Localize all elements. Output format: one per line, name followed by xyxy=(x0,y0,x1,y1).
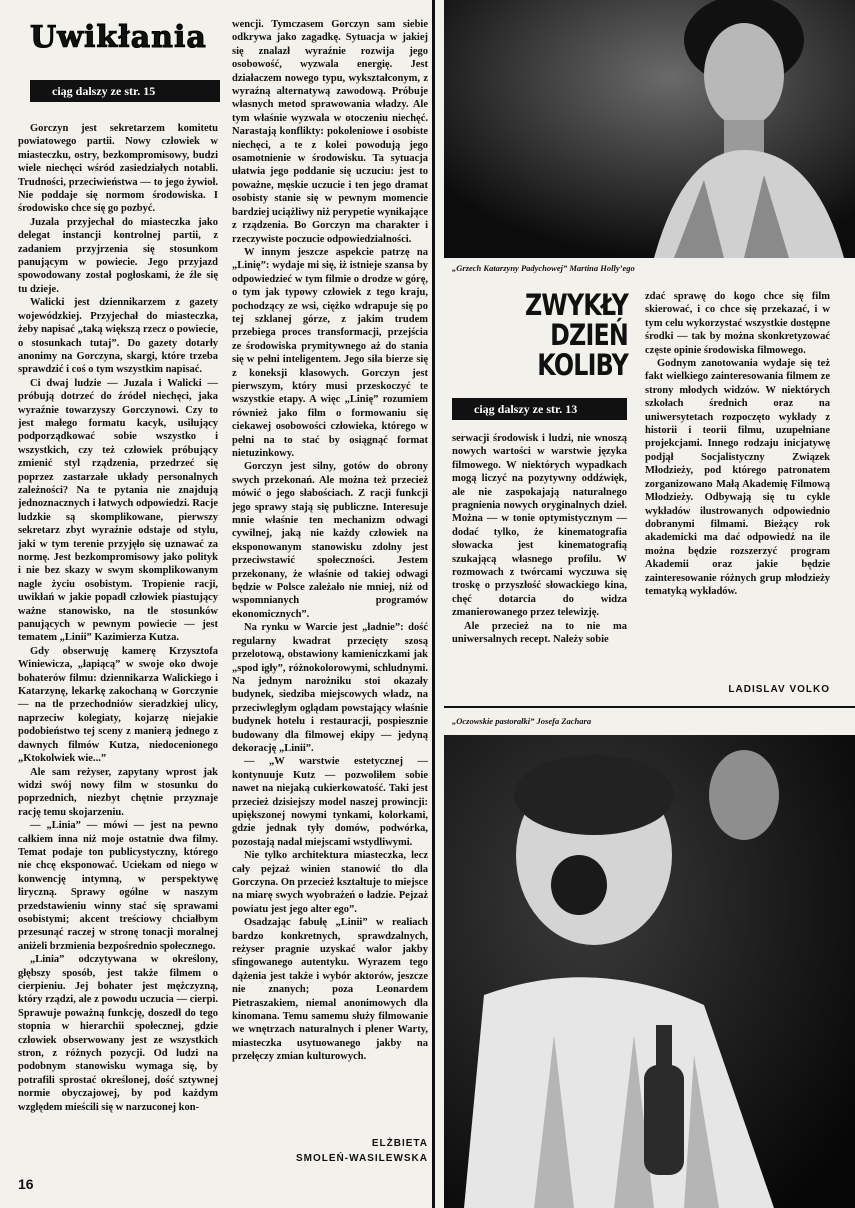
title-line: KOLIBY xyxy=(537,348,628,382)
right-author-byline: LADISLAV VOLKO xyxy=(728,684,830,695)
shouting-man-image xyxy=(444,735,855,1208)
paragraph: Godnym zanotowania wydaje się też fakt wielkiego zainteresowania filmem ze strony młodych widzów. W niektórych szkołach średnich oraz na uniwersytetach rozpoczęto wykłady z historii i teorii filmu, uzupełniane projekcjami. Innego rodzaju inicjatywę podjął Socjalistyczny Związek Młodzieży, pod którego patronatem zorganizowano Małą Akademię Filmową Młodzieży. Odbywają się tu cykle wykładów ilustrowanych odpowiednio dobranymi filmami. Bieżący rok akademicki ma dać odpowiedź na ile można będzie rozszerzyć program Akademii oraz jakie będzie zainteresowanie różnych grup młodzieży tematyką wykładów. xyxy=(645,358,830,597)
paragraph: Osadzając fabułę „Linii” w realiach bardzo konkretnych, sprawdzalnych, reżyser pragnie uzyskać walor jakby sfingowanego autentyku. Wyrazem tego dążenia jest także i wybór aktorów, jeszcze nie znanych; poza Leonardem Pietraszakiem, niemal anonimowych dla kinomana. Temu samemu służy filmowanie we wnętrzach naturalnych i plener Warty, miasteczka usytuowanego jakby na przełęczy zmian kulturowych. xyxy=(232,917,428,1063)
author-first-name: ELŻBIETA xyxy=(371,1138,428,1149)
woman-portrait-image xyxy=(444,0,855,258)
column-divider xyxy=(432,0,435,1208)
film-still-photo xyxy=(444,0,855,258)
paragraph: — „W warstwie estetycznej — kontynuuje Kutz — pozwoliłem sobie nawet na niejaką cukierkowatość. Taki jest przecież dzisiejszy model naszej prowincji: upiększonej nowymi tynkami, kolorkami, gdzie jednak tyły domów, podwórka, pozostają nadal miejscami wstydliwymi. xyxy=(232,756,428,848)
title-line: DZIEŃ xyxy=(550,318,628,352)
paragraph: Gdy obserwuję kamerę Krzysztofa Winiewicza, „łapiącą” w swoje oko dwoje bohaterów filmu: dziennikarza Walickiego i Katarzynę, lekarkę zakochaną w Gorczynie — na tle przechodniów sieradzkiej ulicy, naprzeciw kolegiaty, kojarzę niejakie podobieństwo tej sceny z manierą jednego z dawnych filmów Kutza, niedocenionego „Ktokolwiek wie...” xyxy=(18,645,218,765)
paragraph: — „Linia” — mówi — jest na pewno całkiem inna niż moje ostatnie dwa filmy. Temat podaje ton publicystyczny, którego nie chcę eksponować. Uciekam od niego w konwencję intymną, w perspektywę liryczną. Sprawy ogólne w naszym przedstawieniu winny stać się sprawami osobistymi; akcent treściowy chciałbym przesunąć raczej w stronę tonacji moralnej aniżeli brzmienia bezpośrednio społecznego. xyxy=(18,820,218,952)
author-last-name: SMOLEŃ-WASILEWSKA xyxy=(296,1153,428,1164)
paragraph: Juzala przyjechał do miasteczka jako delegat instancji kontrolnej partii, z zadaniem przyjrzenia się stosunkom panującym w powiecie. Jego przyjazd spowodowany został pogłoskami, że źle się tu dzieje. xyxy=(18,216,218,295)
section-divider xyxy=(444,706,855,708)
continued-banner xyxy=(452,398,627,420)
continued-label: ciąg dalszy ze str. 15 xyxy=(52,83,156,98)
paragraph: zdać sprawę do kogo chce się film skierować, i co chce się przekazać, i w tym celu wykorzystać wszystkie dostępne środki — tak by można skonkretyzować częste opinie środowiska filmowego. xyxy=(645,291,830,356)
right-column-1 xyxy=(452,432,627,680)
continued-banner xyxy=(30,80,220,102)
paragraph: Ci dwaj ludzie — Juzala i Walicki — próbują dotrzeć do źródeł niechęci, jaka wyraźnie towarzyszy Gorczynowi. Czy to jest małego formatu kacyk, usiłujący podporządkować sobie wszystko i wszystkich, czy też człowiek próbujący zmienić styl rządzenia, przedrzeć się poprzez zastarzałe układy personalnych zależności? Na te pytania nie znajdują jednoznacznych i łatwych odpowiedzi. Racje ludzkie są skomplikowane, pierwszy sekretarz zbyt wyraźnie odstaje od stylu, jaki w tym terenie przyjęło się uznawać za normę. Jest bezkompromisowy jako polityk i nie bez skazy w swym skomplikowanym nagle życiu osobistym. Tropienie racji, uwikłań w jakie popadł człowiek piastujący ważne stanowisko, na tle stosunków panujących w pewnym powiecie — jest tematem „Linii” Kazimierza Kutza. xyxy=(18,377,218,644)
article-title: Uwikłania xyxy=(30,20,207,55)
left-author-byline xyxy=(232,1136,428,1166)
paragraph: wencji. Tymczasem Gorczyn sam siebie odkrywa jako zagadkę. Sytuacja w jakiej się znalazł wyraźnie rozwija jego osobowość, wyzwala energię. Jest działaczem nowego typu, wykształconym, z wyraźną alternatywą zawodową. Próbuje własnych metod sprawowania władzy. Ale tym właśnie wyzwala w otoczeniu niechęć. Narastają konflikty: pokoleniowe i osobiste niechęci, a te z kolei powodują jego osamotnienie w środowisku. Ta sytuacja ułatwia jego poddanie się uczuciu: jest to poważne, męskie uczucie i ten jego dramat osobisty stanie się w pewnym momencie bardziej uciążliwy niż perypetie wynikające z rządzenia. Bo Gorczyn ma charakter i rzeczywiste poczucie odpowiedzialności. xyxy=(232,19,428,245)
paragraph: „Linia” odczytywana w określony, głębszy sposób, jest także filmem o cierpieniu. Jej bohater jest mężczyzną, który rządzi, ale z powodu uczucia — cierpi. Sprawuje poważną funkcję, doszedł do tego stopnia w hierarchii społecznej, gdzie człowiek obserwowany jest ze wszystkich stron, z różnych pozycji. Od ludzi na podobnym stanowisku wymaga się, by potrafili sprostać określonej, dość sztywnej normie obyczajowej, by pod każdym względem mieścili się w narzuconej kon- xyxy=(18,954,218,1113)
paragraph: Gorczyn jest sekretarzem komitetu powiatowego partii. Nowy człowiek w miasteczku, ostry, bezkompromisowy, budzi wiele niechęci wśród zasiedziałych notabli. Trudności, przeciwieństwa — to jego żywioł. Nie poddaje się normom środowiska. I środowisko chce się go pozbyć. xyxy=(18,123,218,215)
right-column-2 xyxy=(645,290,830,680)
left-column-2 xyxy=(232,18,428,1130)
title-line: ZWYKŁY xyxy=(525,288,628,322)
photo-caption: „Grzech Katarzyny Padychowej” Martina Holly’ego xyxy=(452,263,635,273)
paragraph: Ale przecież na to nie ma uniwersalnych recept. Należy sobie xyxy=(452,620,627,646)
paragraph: Na rynku w Warcie jest „ładnie”: dość regularny kwadrat przecięty szosą przelotową, obstawiony kamieniczkami jak „spod igły”, różnokolorowymi, schludnymi. Na jednym narożniku stoi okazały budynek, siedziba miejscowych władz, na przeciwległym oglądam powstający właśnie budynek hotelu i restauracji, pospiesznie budowany dla filmowej ekipy — jedyną dekorację „Linii”. xyxy=(232,622,428,754)
left-column-1 xyxy=(18,122,218,1170)
paragraph: Gorczyn jest silny, gotów do obrony swych przekonań. Ale można też przecież mówić o jego słabościach. Z racji funkcji jego sprawy stają się publiczne. Interesuje mnie właśnie ten mechanizm odwagi cywilnej, jaką nie każdy człowiek na eksponowanym stanowisku zdolny jest przeciwstawić społeczności. Jestem przekonany, że właśnie od takiej odwagi będzie w Polsce zależało nie mniej, niż od wspomnianych programów ekonomicznych”. xyxy=(232,461,428,620)
paragraph: Ale sam reżyser, zapytany wprost jak widzi swój nowy film w stosunku do poprzednich, niezbyt chętnie przyznaje rację temu skojarzeniu. xyxy=(18,766,218,818)
paragraph: Walicki jest dziennikarzem z gazety wojewódzkiej. Przyjechał do miasteczka, żeby napisać „taką większą rzecz o powiecie, o stosunkach tutaj”. Do gazety dotarły anonimy na Gorczyna, skargi, które trzeba sprawdzić i coś o tym wszystkim napisać. xyxy=(18,297,218,376)
paragraph: Nie tylko architektura miasteczka, lecz cały pejzaż winien stanowić tło dla Gorczyna. On przecież kształtuje to miejsce na miarę swych wyobrażeń o ładzie. Pejzaż powiatu jest jego alter ego”. xyxy=(232,850,428,915)
photo-caption: „Oczowskie pastorałki” Josefa Zachara xyxy=(452,716,592,726)
continued-label: ciąg dalszy ze str. 13 xyxy=(474,401,578,416)
page-number: 16 xyxy=(18,1176,34,1192)
film-still-photo xyxy=(444,735,855,1208)
paragraph: W innym jeszcze aspekcie patrzę na „Linię”: wydaje mi się, iż istnieje szansa by odpowiedzieć w tym filmie o drodze w górę, o tym jak typowy człowiek z tego kraju, pochodzący ze wsi, ciężko wdrapuje się po tej szklanej górze, z jakim trudem przebiega proces transformacji, przejścia ze środowiska prymitywnego aż do stania się w pełni inteligentem. Jego siła bierze się z koneksji klasowych. Gorczyn jest pierwszym, który musi przeskoczyć te wszystkie etapy. A więc „Linię” rozumiem również jako film o formowaniu się ciekawej osobowości człowieka, którego w pełni na to stać by osiągnąć format nietuzinkowy. xyxy=(232,246,428,459)
article-title-block xyxy=(507,290,628,380)
paragraph: serwacji środowisk i ludzi, nie wnoszą nowych wartości w warstwie języka filmowego. W niektórych wypadkach mogą liczyć na pozytywny oddźwięk, ale nie zaspokajają naturalnego pragnienia nowych oryginalnych dzieł. Można — w tonie optymistycznym — dodać tylko, że kinematografia słowacka jest kinematografią szukającą własnego profilu. W rozmowach z twórcami wyczuwa się troskę o przyszłość słowackiego kina, chęć dotarcia do widza zmanierowanego przez telewizję. xyxy=(452,433,627,619)
